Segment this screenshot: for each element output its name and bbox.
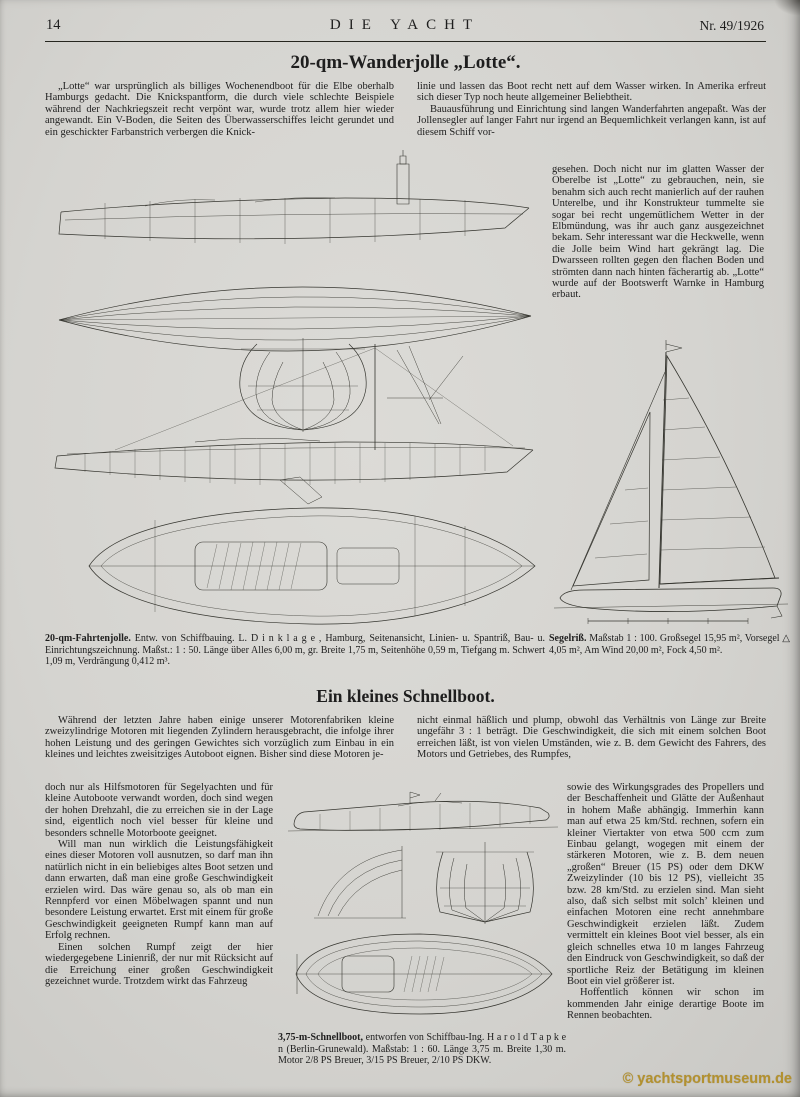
caption-lead: Segelriß. xyxy=(549,633,587,644)
caption-text: Maßstab 1 : 100. Großsegel 15,95 m², Vorsegel △ 4,05 m², Am Wind 20,00 m², Fock 4,50 m². xyxy=(549,633,790,656)
jolle-lines-plan-figure xyxy=(45,148,545,628)
caption-lead: 20-qm-Fahrtenjolle. xyxy=(45,633,131,644)
mainsail xyxy=(660,356,775,584)
speedboat-plan-view xyxy=(296,934,552,1014)
paragraph: Während der letzten Jahre haben einige unserer Motorenfabriken kleine zweizylindrige Motoren mit liegenden Zylindern herausgebracht, die infolge ihrer hohen Leistung und des geringen Gewichtes sich vorzüglich zum Einbau in ein kleines und leichtes zweisitziges Autoboot eignen. Bisher sind diese Motoren je- xyxy=(45,715,394,761)
article2-right-narrow-column xyxy=(567,782,764,1022)
article1-narrow-column xyxy=(552,164,764,301)
jolle-waterline-curves xyxy=(59,287,531,351)
jolle-construction-profile xyxy=(55,344,533,504)
paragraph: Will man nun wirklich die Leistungsfähigkeit eines dieser Motoren voll ausnutzen, so darf man ihn natürlich nicht in ein beliebiges altes Boot setzen und dann erwarten, daß man eine große Geschwindigkeit erzielen wird. Das wäre genau so, als ob man ein Rennpferd vor einen Möbelwagen spannt und nun besondere Leistung erwartet. Erst mit einem für große Geschwindigkeit geeigneten Rumpf kann man auf Erfolg rechnen. xyxy=(45,839,273,942)
sail-plan-figure xyxy=(548,338,792,626)
caption-text: Entw. von Schiffbauing. L. D i n k l a g e , Hamburg, Seitenansicht, Linien- u. Spantriß, Bau- u. Einrichtungszeichnung. Maßst.: 1 : 50. Länge über Alles 6,00 m, gr. Breite 1,75 m, Seitenhöhe 0,59 m, Tiefgang m. Schwert 1,09 m, Verdrängung 0,412 m³. xyxy=(45,633,545,668)
issue-number: Nr. 49/1926 xyxy=(699,18,764,33)
article2-left-narrow-column xyxy=(45,782,273,987)
scale-bar xyxy=(588,618,748,624)
watermark: © yachtsportmuseum.de xyxy=(622,1071,792,1087)
caption-lead: 3,75-m-Schnellboot, xyxy=(278,1032,363,1043)
jib xyxy=(571,372,665,590)
article2-left-column xyxy=(45,715,394,761)
speedboat-body-plan xyxy=(436,842,534,924)
paragraph: doch nur als Hilfsmotoren für Segelyachten und für kleine Autoboote verwandt worden, doch sind wegen der hohen Drehzahl, die zu erreichen sie in der Lage sind, eigentlich noch viel besser für kleine und besonders schnelle Motorboote geeignet. xyxy=(45,782,273,839)
spar-details xyxy=(387,346,463,424)
masthead-title: DIE YACHT xyxy=(329,17,481,33)
paragraph: nicht einmal häßlich und plump, obwohl das Verhältnis von Länge zur Breite ungefähr 3 : 1 beträgt. Die Geschwindigkeit, die sich mit einem solchen Boot erreichen läßt, ist von vielen Umständen, wie z. B. dem Gewicht des Fahrers, des Motors und Getriebes, des Rumpfes, xyxy=(417,715,766,761)
paragraph: „Lotte“ war ursprünglich als billiges Wochenendboot für die Elbe oberhalb Hamburgs gedacht. Die Knickspantform, die durch viele schlechte Beispiele während der Nachkriegszeit recht verpönt war, wurde trotz allem hier wieder angewandt. Ein V-Boden, die Seiten des Überwasserschiffes leicht gerundet und ein geschickter Farbanstrich verbergen die Knick- xyxy=(45,81,394,138)
article2-columns xyxy=(45,715,766,761)
article1-columns xyxy=(45,81,766,138)
boom xyxy=(660,578,779,584)
speedboat-lines-figure xyxy=(280,784,565,1027)
lines-plan-caption xyxy=(45,633,545,668)
jolle-deck-plan xyxy=(89,508,535,624)
sail-plan-caption xyxy=(549,633,790,656)
speedboat-caption xyxy=(278,1032,566,1067)
paragraph: gesehen. Doch nicht nur im glatten Wasser der Oberelbe ist „Lotte“ zu gebrauchen, nein, sie benahm sich auch recht manierlich auf der rauhen Unterelbe, und ihr Konstrukteur tummelte sie sogar bei recht ungemütlichem Wetter in der Elbmündung, was ihr auch ganz ausgezeichnet bekam. Sehr interessant war die Heckwelle, wenn die Jolle beim Wind hart gekrängt lag. Die Dwarsseen rollten gegen den flachen Boden und strömten dann nach hinten fächerartig ab. „Lotte“ wurde auf der Bootswerft Warnke in Hamburg erbaut. xyxy=(552,164,764,301)
article2-title: Ein kleines Schnellboot. xyxy=(316,686,495,706)
speedboat-profile xyxy=(288,792,558,831)
paragraph: Bauausführung und Einrichtung sind langen Wanderfahrten angepaßt. Was der Jollensegler auf langer Fahrt nur irgend an Bequemlichkeit verlangen kann, ist auf diesem Schiff vor- xyxy=(417,103,766,138)
paragraph: linie und lassen das Boot recht nett auf dem Wasser wirken. In Amerika erfreut sich dieser Typ noch heute allgemeiner Beliebtheit. xyxy=(417,81,766,104)
paragraph: Hoffentlich können wir schon im kommenden Jahr einige derartige Boote im Rennen beobachten. xyxy=(567,987,764,1022)
article1-left-column xyxy=(45,81,394,138)
paragraph: sowie des Wirkungsgrades des Propellers und der Beschaffenheit und Glätte der Außenhaut in hohem Maße abhängig. Immerhin kann man auf etwa 25 km/Std. rechnen, sofern ein kleiner Viertakter von etwa 500 ccm zum Einbau gelangt, wogegen mit einem der stärkeren Motoren, wie z. B. dem neuen „großen“ Breuer (15 PS) oder dem DKW Zweizylinder (10 bis 12 PS), vielleicht 35 bzw. 28 km/Std. zu erzielen sind. Man sieht also, daß sich selbst mit solch’ kleinen und einfachen Motoren eine recht annehmbare Geschwindigkeit erzielen läßt. Zudem vermittelt ein kleines Boot viel besser, als ein gleich schnelles etwa 10 m langes Fahrzeug den Eindruck von Geschwindigkeit, so daß der sportliche Reiz der Betätigung im kleinen Boot ein viel größerer ist. xyxy=(567,782,764,987)
jolle-profile-top xyxy=(59,150,529,244)
page-number: 14 xyxy=(46,17,61,33)
jolle-body-plan xyxy=(240,338,366,432)
hull-profile xyxy=(554,588,788,618)
article1-title: 20-qm-Wanderjolle „Lotte“. xyxy=(290,52,521,73)
article2-right-column xyxy=(417,715,766,761)
scan-edge-smudge xyxy=(774,0,800,16)
caption-text: entworfen von Schiffbau-Ing. H a r o l d T a p k e n (Berlin-Grunewald). Maßstab: 1 : 60. Länge 3,75 m. Breite 1,30 m. Motor 2/8 PS Breuer, 3/15 PS Breuer, 2/10 PS DKW. xyxy=(278,1032,567,1067)
paragraph: Einen solchen Rumpf zeigt der hier wiedergegebene Linienriß, der nur mit Rücksicht auf die Erreichung einer großen Geschwindigkeit gezeichnet wurde. Trotzdem wirkt das Fahrzeug xyxy=(45,941,273,987)
header-rule xyxy=(45,41,766,42)
article1-right-column xyxy=(417,81,766,138)
speedboat-buttock-lines xyxy=(314,846,406,918)
page-header xyxy=(46,17,764,37)
